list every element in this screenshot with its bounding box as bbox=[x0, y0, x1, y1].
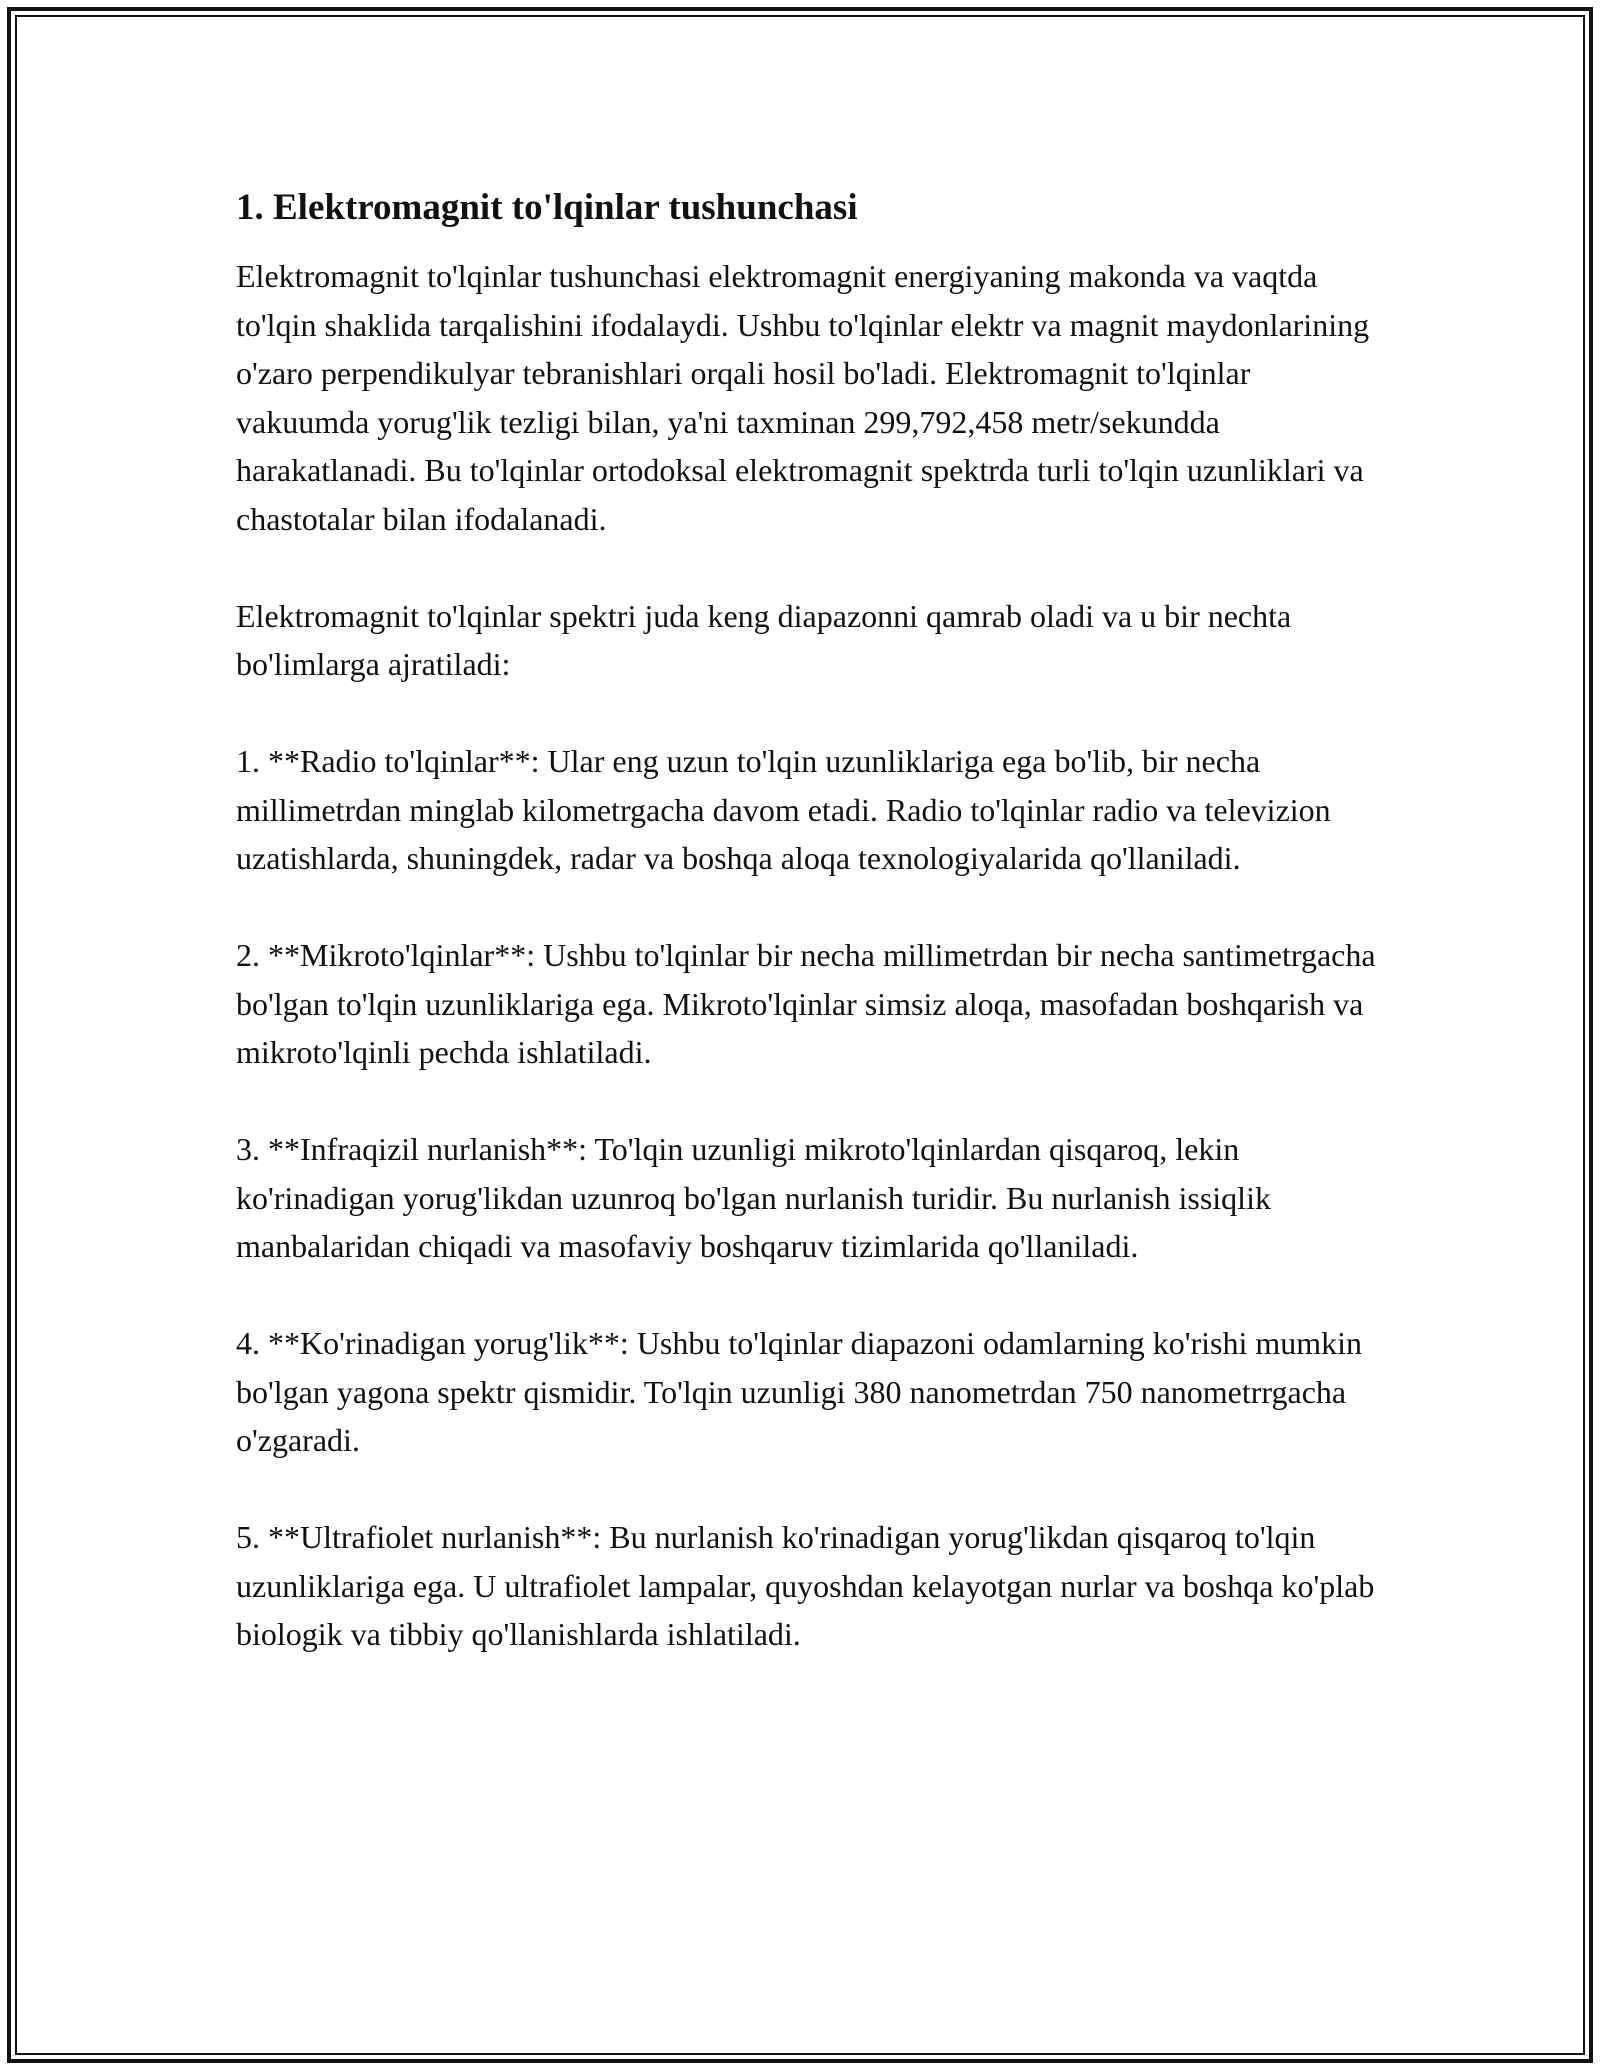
document-body bbox=[236, 186, 1376, 1659]
list-item-microwaves: 2. **Mikroto'lqinlar**: Ushbu to'lqinlar bir necha millimetrdan bir necha santimetrgacha bo'lgan to'lqin uzunliklariga ega. Mikroto'lqinlar simsiz aloqa, masofadan boshqarish va mikroto'lqinli pechda ishlatiladi. bbox=[236, 937, 1376, 1071]
intro-paragraph: Elektromagnit to'lqinlar tushunchasi elektromagnit energiyaning makonda va vaqtda to'lqin shaklida tarqalishini ifodalaydi. Ushbu to'lqinlar elektr va magnit maydonlarining o'zaro perpendikulyar tebranishlari orqali hosil bo'ladi. Elektromagnit to'lqinlar vakuumda yorug'lik tezligi bilan, ya'ni taxminan 299,792,458 metr/sekundda harakatlanadi. Bu to'lqinlar ortodoksal elektromagnit spektrda turli to'lqin uzunliklari va chastotalar bilan ifodalanadi. bbox=[236, 258, 1370, 537]
section-heading: 1. Elektromagnit to'lqinlar tushunchasi bbox=[236, 187, 858, 228]
list-item-radio-waves: 1. **Radio to'lqinlar**: Ular eng uzun to'lqin uzunliklariga ega bo'lib, bir necha millimetrdan minglab kilometrgacha davom etadi. Radio to'lqinlar radio va televizion uzatishlarda, shuningdek, radar va boshqa aloqa texnologiyalarida qo'llaniladi. bbox=[236, 743, 1331, 877]
list-item-ultraviolet: 5. **Ultrafiolet nurlanish**: Bu nurlanish ko'rinadigan yorug'likdan qisqaroq to'lqin uzunliklariga ega. U ultrafiolet lampalar, quyoshdan kelayotgan nurlar va boshqa ko'plab biologik va tibbiy qo'llanishlarda ishlatiladi. bbox=[236, 1519, 1375, 1653]
list-item-visible-light: 4. **Ko'rinadigan yorug'lik**: Ushbu to'lqinlar diapazoni odamlarning ko'rishi mumkin bo'lgan yagona spektr qismidir. To'lqin uzunligi 380 nanometrdan 750 nanometrrgacha o'zgaradi. bbox=[236, 1325, 1363, 1459]
list-item-infrared: 3. **Infraqizil nurlanish**: To'lqin uzunligi mikroto'lqinlardan qisqaroq, lekin ko'rinadigan yorug'likdan uzunroq bo'lgan nurlanish turidir. Bu nurlanish issiqlik manbalaridan chiqadi va masofaviy boshqaruv tizimlarida qo'llaniladi. bbox=[236, 1131, 1271, 1265]
spectrum-intro-paragraph: Elektromagnit to'lqinlar spektri juda keng diapazonni qamrab oladi va u bir nechta bo'limlarga ajratiladi: bbox=[236, 597, 1292, 683]
